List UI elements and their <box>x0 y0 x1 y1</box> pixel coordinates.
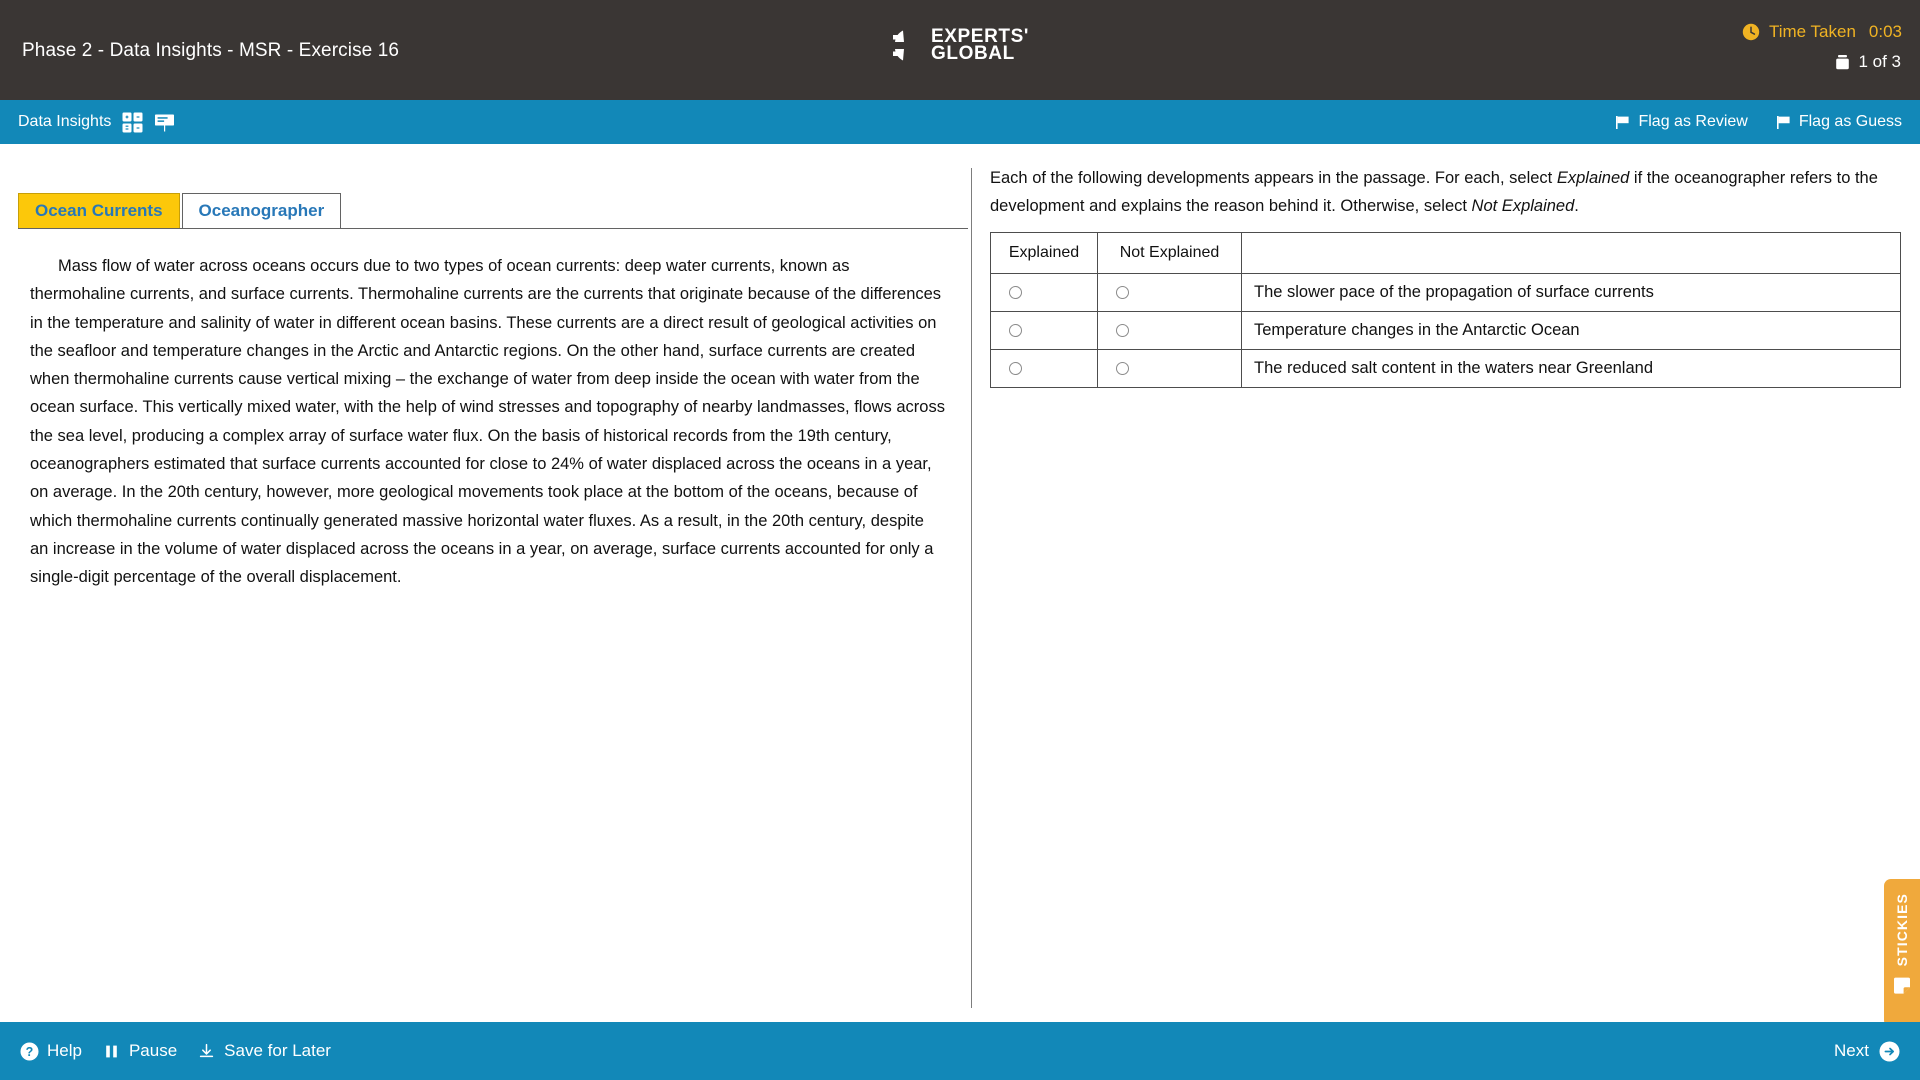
flag-as-guess-label: Flag as Guess <box>1798 113 1902 130</box>
experts-global-logo-icon <box>891 29 921 62</box>
toolbar-left-group <box>18 100 175 144</box>
sticky-note-icon <box>1892 976 1912 996</box>
prompt-emphasis-explained: Explained <box>1556 169 1630 187</box>
statement-text: The reduced salt content in the waters near Greenland <box>1242 350 1901 388</box>
tab-oceanographer-label: Oceanographer <box>198 201 325 220</box>
help-label: Help <box>47 1041 82 1060</box>
tab-ocean-currents[interactable] <box>18 193 180 229</box>
section-toolbar <box>0 100 1920 144</box>
table-row <box>991 350 1901 388</box>
arrow-right-circle-icon <box>1879 1041 1900 1062</box>
passage-paragraph: Mass flow of water across oceans occurs due to two types of ocean currents: deep water currents, known as thermohaline currents, and surface currents. Thermohaline currents are the currents that originate because of the differences in the temperature and salinity of water in different ocean basins. These currents are a direct result of geological activities on the seafloor and temperature changes in the Arctic and Antarctic regions. On the other hand, surface currents are created when thermohaline currents cause vertical mixing – the exchange of water from deep inside the ocean with water from the ocean surface. This vertically mixed water, with the help of wind stresses and topography of nearby landmasses, flows across the sea level, producing a complex array of surface water flux. On the basis of historical records from the 19th century, oceanographers estimated that surface currents accounted for close to 24% of water displaced across the oceans in a year, on average. In the 20th century, however, more geological movements took place at the bottom of the oceans, because of which thermohaline currents continually generated massive horizontal water fluxes. As a result, in the 20th century, despite an increase in the volume of water displaced across the oceans in a year, on average, surface currents accounted for only a single-digit percentage of the overall displacement. <box>30 257 945 587</box>
pause-label: Pause <box>128 1041 178 1060</box>
tab-underline <box>18 228 968 229</box>
prompt-part-3: . <box>1574 197 1579 215</box>
bottom-left-group <box>20 1022 331 1080</box>
next-label: Next <box>1834 1041 1869 1060</box>
flag-as-review-button[interactable] <box>1615 113 1747 131</box>
prompt-emphasis-not-explained: Not Explained <box>1471 197 1575 215</box>
radio-cell-explained[interactable] <box>991 350 1098 388</box>
stickies-label: STICKIES <box>1894 893 1910 967</box>
timer-area <box>1742 22 1902 72</box>
clock-icon <box>1742 23 1760 41</box>
main-content <box>0 144 1920 1022</box>
top-header <box>0 0 1920 100</box>
brand-logo <box>891 28 1029 62</box>
radio-cell-explained[interactable] <box>991 274 1098 312</box>
answer-table <box>990 232 1901 388</box>
download-icon <box>197 1042 216 1061</box>
save-for-later-label: Save for Later <box>224 1041 331 1060</box>
timer-value: 0:03 <box>1868 22 1902 41</box>
flag-icon <box>1615 115 1630 130</box>
tab-ocean-currents-label: Ocean Currents <box>35 201 163 220</box>
brand-line-2: GLOBAL <box>930 43 1015 64</box>
pause-button[interactable] <box>102 1041 177 1061</box>
statement-text: Temperature changes in the Antarctic Ocean <box>1242 312 1901 350</box>
save-for-later-button[interactable] <box>197 1041 331 1061</box>
radio-cell-not-explained[interactable] <box>1098 350 1242 388</box>
radio-not-explained[interactable] <box>1116 362 1129 375</box>
whiteboard-icon[interactable] <box>154 112 175 133</box>
exercise-title: Phase 2 - Data Insights - MSR - Exercise 16 <box>22 40 400 61</box>
question-panel <box>972 144 1920 1022</box>
table-header-row <box>991 233 1901 274</box>
radio-cell-not-explained[interactable] <box>1098 312 1242 350</box>
radio-cell-not-explained[interactable] <box>1098 274 1242 312</box>
table-row <box>991 312 1901 350</box>
time-taken-row <box>1742 22 1902 42</box>
passage-tabs <box>18 193 341 229</box>
flag-as-guess-button[interactable] <box>1776 113 1902 131</box>
svg-text:?: ? <box>25 1044 34 1059</box>
statement-text: The slower pace of the propagation of surface currents <box>1242 274 1901 312</box>
next-button[interactable] <box>1834 1022 1900 1080</box>
radio-explained[interactable] <box>1009 324 1022 337</box>
prompt-part-2: if the oceanographer refers to the development and explains the reason behind it. Otherwise, select <box>990 169 1878 215</box>
flag-as-review-label: Flag as Review <box>1638 113 1748 130</box>
radio-explained[interactable] <box>1009 286 1022 299</box>
brand-wordmark <box>931 28 1029 62</box>
radio-cell-explained[interactable] <box>991 312 1098 350</box>
prompt-part-1: Each of the following developments appears in the passage. For each, select <box>990 169 1557 187</box>
timer-label: Time Taken <box>1768 22 1856 41</box>
pause-icon <box>102 1042 121 1061</box>
brand-line-1: EXPERTS' <box>930 26 1030 47</box>
question-count: 1 of 3 <box>1858 52 1901 71</box>
column-header-statement <box>1242 233 1901 274</box>
bottom-bar <box>0 1022 1920 1080</box>
table-row <box>991 274 1901 312</box>
passage-text <box>30 252 946 592</box>
question-stack-icon <box>1835 54 1850 70</box>
radio-not-explained[interactable] <box>1116 286 1129 299</box>
tab-oceanographer[interactable] <box>182 193 342 229</box>
calculator-icon[interactable] <box>122 112 143 133</box>
passage-panel <box>0 144 971 1022</box>
radio-not-explained[interactable] <box>1116 324 1129 337</box>
radio-explained[interactable] <box>1009 362 1022 375</box>
flag-icon <box>1776 115 1791 130</box>
toolbar-right-group <box>1615 100 1902 144</box>
section-title: Data Insights <box>18 113 112 130</box>
help-button[interactable] <box>20 1041 82 1061</box>
question-prompt <box>990 164 1900 220</box>
stickies-tab[interactable] <box>1884 879 1920 1027</box>
help-circle-icon <box>20 1042 39 1061</box>
question-count-row <box>1742 52 1901 72</box>
column-header-not-explained: Not Explained <box>1098 233 1242 274</box>
column-header-explained: Explained <box>991 233 1098 274</box>
